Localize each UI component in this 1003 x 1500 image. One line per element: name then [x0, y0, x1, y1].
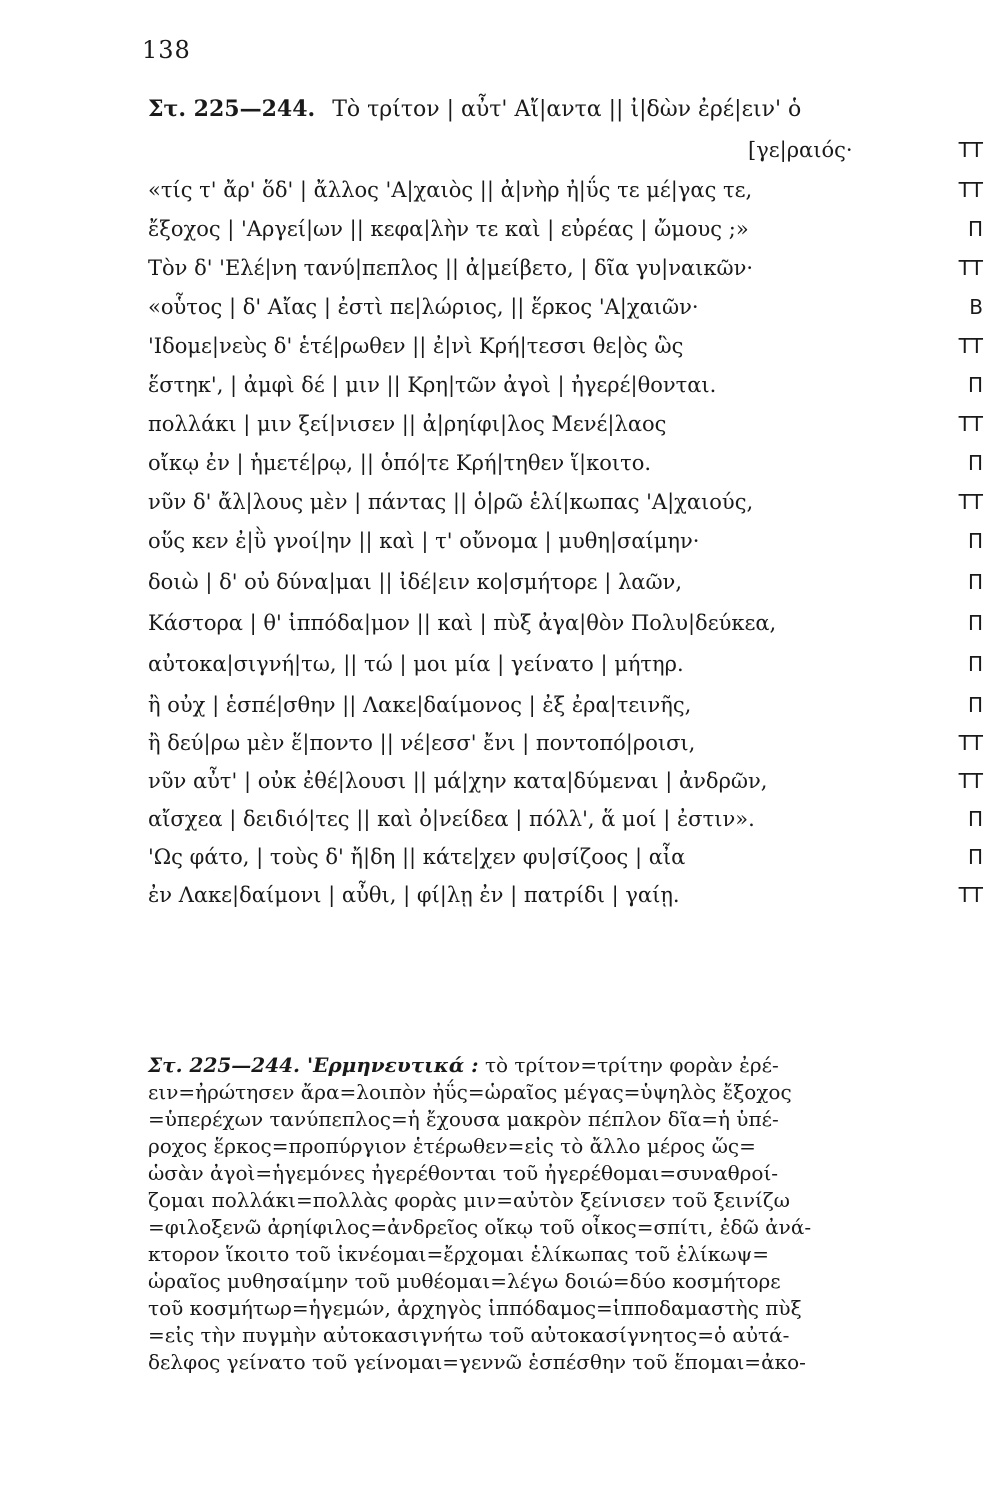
- verse-line: [148, 178, 983, 206]
- verse-line: [148, 295, 983, 323]
- verse-line: [148, 412, 983, 440]
- verse-line: [148, 570, 983, 598]
- meter-mark: Π: [967, 807, 983, 831]
- verse-line: [148, 373, 983, 401]
- commentary-line: =ὑπερέχων τανύπεπλος=ἡ ἔχουσα μακρὸν πέπλον δῖα=ἡ ὑπέ-: [148, 1107, 779, 1131]
- meter-mark: Β: [969, 295, 983, 319]
- commentary: [148, 1052, 960, 1376]
- verse-text: δοιὼ | δ' οὐ δύνα|μαι || ἰδέ|ειν κο|σμήτορε | λαῶν,: [148, 570, 683, 594]
- meter-mark: Π: [967, 529, 983, 553]
- verse-text: «οὗτος | δ' Αἴας | ἐστὶ πε|λώριος, || ἕρκος 'Α|χαιῶν·: [148, 295, 699, 319]
- section-heading: [148, 96, 801, 122]
- verse-text: πολλάκι | μιν ξεί|νισεν || ἀ|ρηίφι|λος Μενέ|λαος: [148, 412, 667, 436]
- meter-mark: Π: [967, 611, 983, 635]
- meter-mark: ΤΤ: [958, 769, 983, 793]
- verse-text: αὐτοκα|σιγνή|τω, || τώ | μοι μία | γείνατο | μήτηρ.: [148, 652, 684, 676]
- verse-line: [148, 652, 983, 680]
- verse-text: αἴσχεα | δειδιό|τες || καὶ ὀ|νείδεα | πόλλ', ἅ μοί | ἐστιν».: [148, 807, 755, 831]
- verse-line: [148, 807, 983, 835]
- verse-text: [γε|ραιός·: [748, 138, 853, 162]
- commentary-line: ὡσὰν ἀγοὶ=ἡγεμόνες ἠγερέθονται τοῦ ἠγερέθομαι=συναθροί-: [148, 1161, 779, 1185]
- verse-line: [148, 611, 983, 639]
- section-reference: Στ. 225—244.: [148, 96, 316, 122]
- commentary-line: δελφος γείνατο τοῦ γείνομαι=γεννῶ ἑσπέσθην τοῦ ἕπομαι=ἀκο-: [148, 1350, 806, 1374]
- verse-text: Τὸν δ' 'Ελέ|νη τανύ|πεπλος || ἀ|μείβετο, | δῖα γυ|ναικῶν·: [148, 256, 754, 280]
- verse-line: [148, 693, 983, 721]
- commentary-line: ζομαι πολλάκι=πολλὰς φορὰς μιν=αὐτὸν ξείνισεν τοῦ ξεινίζω: [148, 1188, 790, 1212]
- verse-line: [148, 334, 983, 362]
- commentary-line: ειν=ἠρώτησεν ἄρα=λοιπὸν ἠΰς=ὡραῖος μέγας=ὑψηλὸς ἔξοχος: [148, 1080, 792, 1104]
- commentary-line: ὡραῖος μυθησαίμην τοῦ μυθέομαι=λέγω δοιώ=δύο κοσμήτορε: [148, 1269, 781, 1293]
- verse-text: νῦν αὖτ' | οὐκ ἐθέ|λουσι || μά|χην κατα|δύμεναι | ἀνδρῶν,: [148, 769, 768, 793]
- meter-mark: ΤΤ: [958, 883, 983, 907]
- verse-text: ἐν Λακε|δαίμονι | αὖθι, | φί|λῃ ἐν | πατρίδι | γαίῃ.: [148, 883, 680, 907]
- verse-text: 'Ως φάτο, | τοὺς δ' ἤ|δη || κάτε|χεν φυ|σίζοος | αἶα: [148, 845, 686, 869]
- verse-text: ἔξοχος | 'Αργεί|ων || κεφα|λὴν τε καὶ | εὐρέας | ὤμους ;»: [148, 217, 749, 241]
- verse-line: [148, 490, 983, 518]
- verse-line: [148, 845, 983, 873]
- meter-mark: ΤΤ: [958, 178, 983, 202]
- meter-mark: ΤΤ: [958, 490, 983, 514]
- commentary-heading: Στ. 225—244. 'Ερμηνευτικά :: [148, 1053, 479, 1077]
- verse-text: οἴκῳ ἐν | ἡμετέ|ρῳ, || ὁπό|τε Κρή|τηθεν ἵ|κοιτο.: [148, 451, 652, 475]
- section-opening-verse: Τὸ τρίτον | αὖτ' Αἴ|αντα || ἰ|δὼν ἐρέ|ειν' ὁ: [332, 97, 802, 122]
- verse-line: [148, 451, 983, 479]
- verse-text: ἢ οὐχ | ἑσπέ|σθην || Λακε|δαίμονος | ἐξ ἐρα|τεινῆς,: [148, 693, 692, 717]
- meter-mark: ΤΤ: [958, 412, 983, 436]
- verse-line: [148, 769, 983, 797]
- meter-mark: Π: [967, 570, 983, 594]
- verse-text: νῦν δ' ἄλ|λους μὲν | πάντας || ὁ|ρῶ ἑλί|κωπας 'Α|χαιούς,: [148, 490, 754, 514]
- verse-line: [148, 217, 983, 245]
- meter-mark: Π: [967, 217, 983, 241]
- meter-mark: ΤΤ: [958, 138, 983, 162]
- meter-mark: Π: [967, 693, 983, 717]
- verse-line: [148, 138, 983, 166]
- meter-mark: ΤΤ: [958, 256, 983, 280]
- verse-line: [148, 883, 983, 911]
- verse-line: [148, 256, 983, 284]
- commentary-text: τὸ τρίτον=τρίτην φορὰν ἐρέ-: [484, 1053, 779, 1077]
- verse-line: [148, 731, 983, 759]
- commentary-line: τοῦ κοσμήτωρ=ἡγεμών, ἀρχηγὸς ἱππόδαμος=ἱπποδαμαστὴς πὺξ: [148, 1296, 802, 1320]
- commentary-line: =φιλοξενῶ ἀρηίφιλος=ἀνδρεῖος οἴκῳ τοῦ οἶκος=σπίτι, ἐδῶ ἀνά-: [148, 1215, 812, 1239]
- verse-text: ἢ δεύ|ρω μὲν ἕ|ποντο || νέ|εσσ' ἔνι | ποντοπό|ροισι,: [148, 731, 696, 755]
- verse-text: 'Ιδομε|νεὺς δ' ἑτέ|ρωθεν || ἐ|νὶ Κρή|τεσσι θε|ὸς ὣς: [148, 334, 684, 358]
- verse-text: Κάστορα | θ' ἱππόδα|μον || καὶ | πὺξ ἀγα|θὸν Πολυ|δεύκεα,: [148, 611, 777, 635]
- commentary-line: [148, 1052, 960, 1079]
- verse-text: «τίς τ' ἄρ' ὅδ' | ἄλλος 'Α|χαιὸς || ἀ|νὴρ ἠ|ΰς τε μέ|γας τε,: [148, 178, 753, 202]
- verse-line: [148, 529, 983, 557]
- meter-mark: Π: [967, 451, 983, 475]
- meter-mark: ΤΤ: [958, 731, 983, 755]
- commentary-line: κτορον ἵκοιτο τοῦ ἱκνέομαι=ἔρχομαι ἑλίκωπας τοῦ ἑλίκωψ=: [148, 1242, 769, 1266]
- commentary-line: =εἰς τὴν πυγμὴν αὐτοκασιγνήτω τοῦ αὐτοκασίγνητος=ὁ αὐτά-: [148, 1323, 790, 1347]
- commentary-line: ροχος ἕρκος=προπύργιον ἑτέρωθεν=εἰς τὸ ἄλλο μέρος ὥς=: [148, 1134, 756, 1158]
- meter-mark: ΤΤ: [958, 334, 983, 358]
- meter-mark: Π: [967, 845, 983, 869]
- meter-mark: Π: [967, 373, 983, 397]
- meter-mark: Π: [967, 652, 983, 676]
- page-number: 138: [142, 36, 191, 64]
- verse-text: οὕς κεν ἐ|ῢ γνοί|ην || καὶ | τ' οὔνομα | μυθη|σαίμην·: [148, 529, 700, 553]
- verse-text: ἕστηκ', | ἀμφὶ δέ | μιν || Κρη|τῶν ἀγοὶ | ἠγερέ|θονται.: [148, 373, 717, 397]
